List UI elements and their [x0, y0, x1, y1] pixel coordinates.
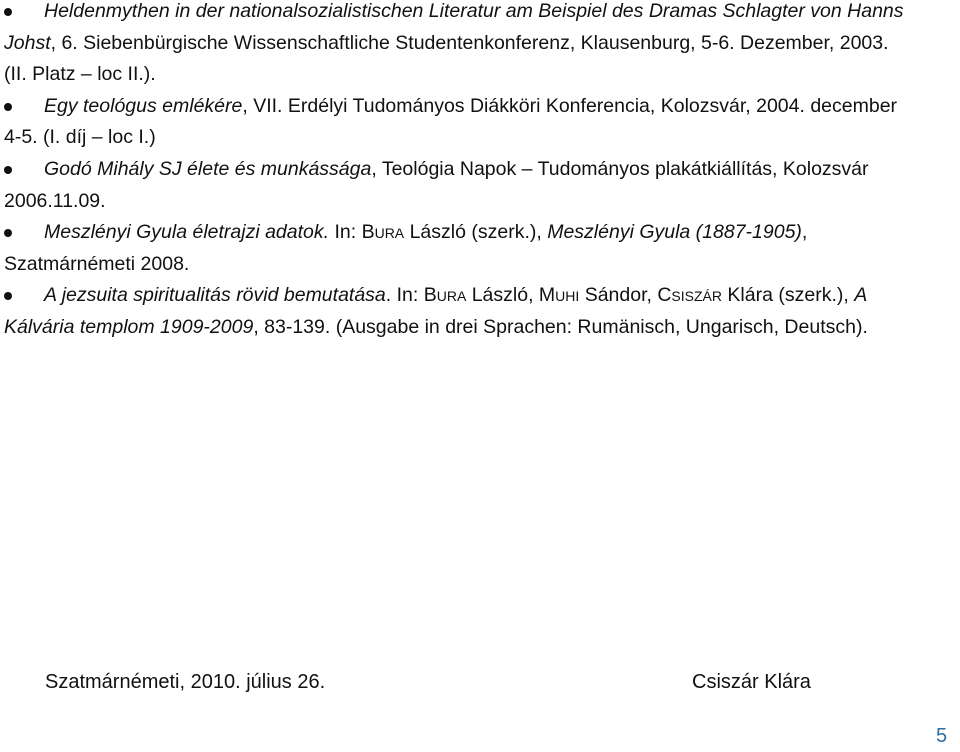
entry-title: Meszlényi Gyula életrajzi adatok. — [44, 221, 330, 244]
list-item — [4, 217, 904, 280]
entry-title: Heldenmythen in der nationalsozialistischen Literatur am Beispiel des Dramas Schlagter von Hanns Johst — [4, 0, 904, 54]
author-name: Muhi — [538, 284, 580, 307]
place-and-date: Szatmárnémeti, 2010. július 26. — [45, 671, 326, 693]
book-title: Meszlényi Gyula (1887-1905) — [547, 221, 802, 244]
page-number: 5 — [936, 725, 948, 747]
entry-text: László (szerk.), — [404, 221, 548, 244]
author-name: Bura — [423, 284, 467, 307]
entry-title: Godó Mihály SJ élete és munkássága — [44, 157, 372, 180]
bullet-icon — [4, 8, 12, 16]
author-name: Csiszár — [657, 284, 722, 307]
entry-text: In: — [329, 221, 362, 244]
author-name: Bura — [361, 221, 405, 244]
publication-list — [4, 0, 904, 344]
bullet-icon — [4, 292, 12, 300]
list-item — [4, 154, 904, 217]
list-item — [4, 280, 904, 343]
entry-title: A jezsuita spiritualitás rövid bemutatása — [44, 284, 386, 307]
entry-text: Klára (szerk.), — [722, 284, 855, 307]
entry-text: . In: — [385, 284, 424, 307]
bullet-icon — [4, 103, 12, 111]
entry-text: , 83-139. (Ausgabe in drei Sprachen: Rumänisch, Ungarisch, Deutsch). — [253, 315, 868, 338]
bullet-icon — [4, 229, 12, 237]
list-item — [4, 0, 904, 91]
book-title: A Kálvária templom 1909-2009 — [4, 284, 867, 338]
entry-title: Egy teológus emlékére — [44, 94, 243, 117]
entry-text: , VII. Erdélyi Tudományos Diákköri Konferencia, Kolozsvár, 2004. december 4-5. (I. díj – loc I.) — [4, 94, 898, 149]
entry-text: , Teológia Napok – Tudományos plakátkiállítás, Kolozsvár 2006.11.09. — [4, 157, 869, 212]
entry-text: László, — [466, 284, 539, 307]
list-item — [4, 91, 904, 154]
entry-text: , 6. Siebenbürgische Wissenschaftliche Studentenkonferenz, Klausenburg, 5-6. Dezember, 2003. (II. Platz – loc II.). — [4, 31, 889, 86]
entry-text: Sándor, — [579, 284, 658, 307]
entry-text: , Szatmárnémeti 2008. — [4, 221, 808, 275]
signature-name: Csiszár Klára — [692, 671, 811, 693]
bullet-icon — [4, 166, 12, 174]
